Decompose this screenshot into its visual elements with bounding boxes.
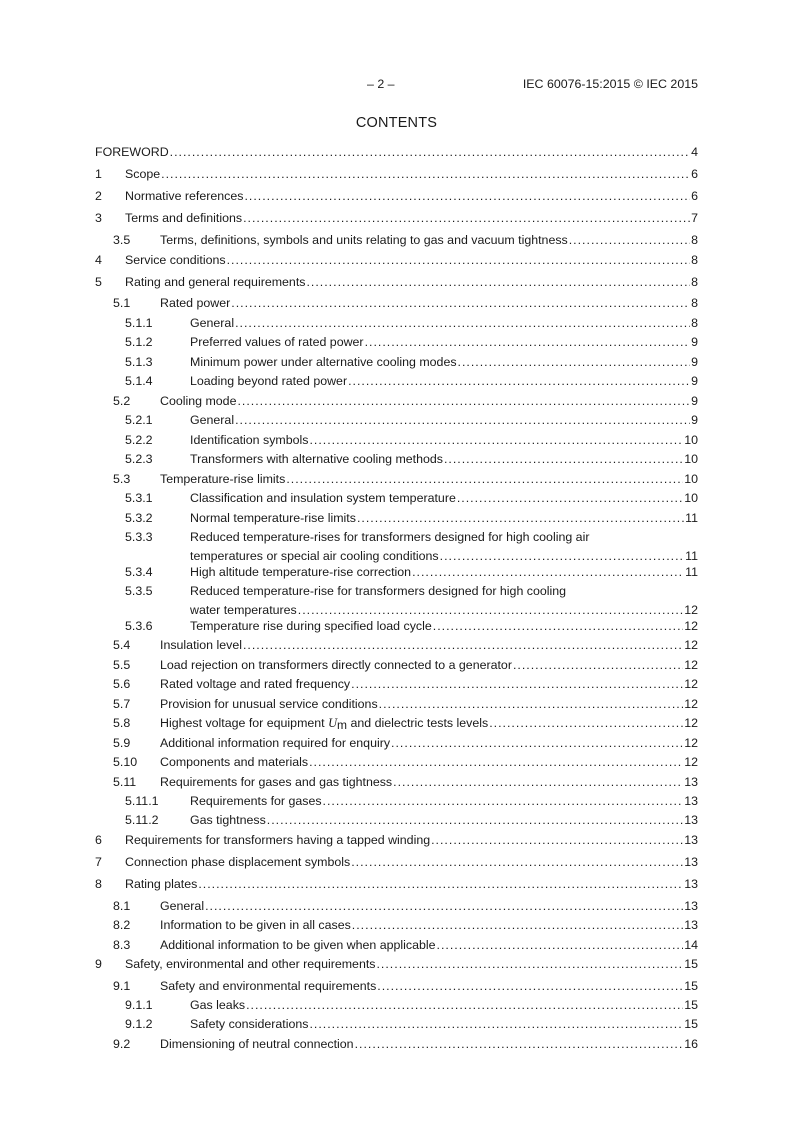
toc-leader-dots	[433, 617, 683, 636]
toc-entry[interactable]	[95, 431, 698, 450]
toc-entry-title: Safety and environmental requirements	[160, 979, 377, 993]
toc-entry-page: 9	[691, 355, 698, 369]
toc-entry-number: 5.3.4	[125, 565, 153, 579]
toc-entry[interactable]	[95, 714, 698, 735]
toc-entry-number: 4	[95, 253, 102, 267]
toc-entry-title: Rated power	[160, 296, 231, 310]
toc-entry-number: 5.3.5	[125, 584, 153, 598]
toc-leader-dots	[205, 897, 683, 916]
toc-leader-dots	[376, 955, 683, 974]
toc-entry[interactable]	[95, 411, 698, 430]
toc-entry-number: 5.2.2	[125, 433, 153, 447]
toc-leader-dots	[309, 753, 683, 772]
toc-leader-dots	[489, 714, 683, 733]
toc-entry-title: General	[190, 413, 235, 427]
toc-entry[interactable]	[95, 955, 698, 974]
toc-entry-number: 5.2.3	[125, 452, 153, 466]
toc-entry-title: Normal temperature-rise limits	[190, 511, 356, 525]
toc-entry[interactable]	[95, 617, 698, 636]
toc-entry-title: Dimensioning of neutral connection	[160, 1037, 354, 1051]
toc-entry-page: 9	[691, 335, 698, 349]
toc-entry[interactable]	[95, 165, 698, 184]
toc-entry[interactable]	[95, 314, 698, 333]
toc-entry-title: Cooling mode	[160, 394, 237, 408]
toc-leader-dots	[352, 916, 683, 935]
toc-entry-title: Transformers with alternative cooling methods	[190, 452, 443, 466]
toc-entry-title: Classification and insulation system temperature	[190, 491, 456, 505]
toc-leader-dots	[235, 314, 690, 333]
toc-entry-page: 10	[684, 452, 698, 466]
toc-entry[interactable]	[95, 470, 698, 489]
toc-entry-number: 2	[95, 189, 102, 203]
toc-entry[interactable]	[95, 294, 698, 313]
toc-entry-number: 5.2	[113, 394, 131, 408]
toc-entry-title: High altitude temperature-rise correction	[190, 565, 412, 579]
toc-leader-dots	[355, 1035, 684, 1054]
toc-entry[interactable]	[95, 853, 698, 872]
toc-entry-title: Terms and definitions	[125, 211, 243, 225]
toc-entry-page: 14	[684, 938, 698, 952]
toc-entry-number: 5.1.3	[125, 355, 153, 369]
toc-entry-title: Safety considerations	[190, 1017, 309, 1031]
toc-entry[interactable]	[95, 563, 698, 582]
toc-entry-page: 13	[684, 899, 698, 913]
toc-entry[interactable]	[95, 333, 698, 352]
toc-entry-title: Identification symbols	[190, 433, 309, 447]
toc-entry[interactable]	[95, 251, 698, 270]
toc-leader-dots	[237, 392, 690, 411]
toc-entry-page: 15	[684, 957, 698, 971]
toc-entry-title: Gas leaks	[190, 998, 246, 1012]
toc-leader-dots	[306, 273, 690, 292]
toc-entry-number: 9.1	[113, 979, 131, 993]
toc-entry-page: 7	[691, 211, 698, 225]
toc-entry-number: 9.1.1	[125, 998, 153, 1012]
toc-entry-number: 5.8	[113, 716, 131, 730]
toc-entry-title: Information to be given in all cases	[160, 918, 351, 932]
toc-entry[interactable]	[95, 353, 698, 372]
toc-entry-number: 9.1.2	[125, 1017, 153, 1031]
toc-entry-number: 3.5	[113, 233, 131, 247]
toc-leader-dots	[170, 143, 690, 162]
toc-entry-page: 11	[685, 565, 698, 579]
toc-entry-number: 5.2.1	[125, 413, 153, 427]
toc-entry-number: 5.5	[113, 658, 131, 672]
toc-entry-title: Rated voltage and rated frequency	[160, 677, 351, 691]
toc-entry-title-continued: water temperatures	[190, 603, 297, 617]
toc-entry-page: 10	[684, 433, 698, 447]
toc-entry-title: Safety, environmental and other requirements	[125, 957, 376, 971]
toc-entry[interactable]	[95, 528, 698, 566]
toc-entry[interactable]	[95, 734, 698, 753]
toc-entry-page: 13	[684, 833, 698, 847]
toc-entry-number: 6	[95, 833, 102, 847]
toc-leader-dots	[323, 792, 684, 811]
toc-entry-number: 8.3	[113, 938, 131, 952]
toc-leader-dots	[161, 165, 690, 184]
toc-leader-dots	[365, 333, 691, 352]
toc-entry-page: 6	[691, 167, 698, 181]
toc-leader-dots	[309, 1015, 683, 1034]
toc-entry-title: Additional information required for enquiry	[160, 736, 391, 750]
toc-entry-page: 13	[684, 813, 698, 827]
toc-entry[interactable]	[95, 489, 698, 508]
toc-entry-title: General	[190, 316, 235, 330]
toc-entry-title-part: and dielectric tests levels	[347, 716, 489, 730]
toc-entry[interactable]	[95, 1035, 698, 1054]
toc-entry-number: 5.3	[113, 472, 131, 486]
toc-entry[interactable]	[95, 773, 698, 792]
toc-entry-number: 5.3.6	[125, 619, 153, 633]
toc-entry[interactable]	[95, 695, 698, 714]
toc-entry-page: 13	[684, 918, 698, 932]
toc-entry-number: 8.2	[113, 918, 131, 932]
toc-entry[interactable]	[95, 977, 698, 996]
toc-entry-title: Components and materials	[160, 755, 309, 769]
toc-entry-page: 8	[691, 233, 698, 247]
toc-entry-number: 5.1.1	[125, 316, 153, 330]
toc-entry-page: 12	[684, 697, 698, 711]
toc-entry[interactable]	[95, 936, 698, 955]
toc-entry-page: 13	[684, 855, 698, 869]
symbol-letter: U	[328, 716, 338, 730]
toc-entry[interactable]	[95, 187, 698, 206]
symbol-um	[328, 716, 347, 730]
toc-leader-dots	[246, 996, 683, 1015]
toc-entry-number: 8	[95, 877, 102, 891]
toc-entry-page: 12	[684, 736, 698, 750]
page-header	[95, 77, 698, 93]
toc-entry-page: 12	[684, 603, 698, 617]
toc-entry-number: 5.7	[113, 697, 131, 711]
toc-entry-title: Minimum power under alternative cooling modes	[190, 355, 457, 369]
toc-entry-page: 15	[684, 1017, 698, 1031]
toc-leader-dots	[391, 734, 683, 753]
toc-entry-title: Connection phase displacement symbols	[125, 855, 351, 869]
toc-leader-dots	[309, 431, 683, 450]
toc-leader-dots	[458, 353, 691, 372]
toc-leader-dots	[513, 656, 683, 675]
toc-leader-dots	[377, 977, 683, 996]
toc-entry-page: 8	[691, 253, 698, 267]
toc-entry-title: Reduced temperature-rise for transformers designed for high cooling	[190, 584, 567, 598]
toc-leader-dots	[267, 811, 683, 830]
toc-entry[interactable]	[95, 209, 698, 228]
toc-entry-page: 15	[684, 998, 698, 1012]
toc-entry-title: Requirements for transformers having a tapped winding	[125, 833, 431, 847]
toc-entry[interactable]	[95, 636, 698, 655]
toc-entry-title-continued: temperatures or special air cooling conditions	[190, 549, 439, 563]
toc-entry-page: 12	[684, 638, 698, 652]
toc-entry-number: 5.1.4	[125, 374, 153, 388]
toc-entry[interactable]	[95, 143, 698, 162]
toc-entry-page: 10	[684, 472, 698, 486]
toc-entry-title: Rating and general requirements	[125, 275, 306, 289]
toc-entry-title: Temperature rise during specified load cycle	[190, 619, 432, 633]
toc-entry-page: 12	[684, 658, 698, 672]
toc-entry[interactable]	[95, 372, 698, 391]
toc-entry-number: 3	[95, 211, 102, 225]
toc-entry-number: 5.3.1	[125, 491, 153, 505]
toc-entry[interactable]	[95, 897, 698, 916]
toc-entry-page: 12	[684, 755, 698, 769]
toc-leader-dots	[569, 231, 690, 250]
toc-entry[interactable]	[95, 656, 698, 675]
toc-entry[interactable]	[95, 753, 698, 772]
toc-entry-page: 16	[684, 1037, 698, 1051]
toc-entry-page: 12	[684, 677, 698, 691]
toc-entry-title: Rating plates	[125, 877, 198, 891]
toc-entry-page: 10	[684, 491, 698, 505]
toc-entry[interactable]	[95, 792, 698, 811]
toc-entry-number: 1	[95, 167, 102, 181]
toc-entry-number: 5.11	[113, 775, 137, 789]
toc-leader-dots	[231, 294, 690, 313]
toc-entry-page: 9	[691, 413, 698, 427]
toc-entry-title: Loading beyond rated power	[190, 374, 348, 388]
toc-entry[interactable]	[95, 675, 698, 694]
toc-title: CONTENTS	[355, 115, 438, 131]
toc-entry[interactable]	[95, 1015, 698, 1034]
toc-entry-title-part: Highest voltage for equipment	[160, 716, 325, 730]
toc-leader-dots	[243, 209, 690, 228]
page-number: – 2 –	[367, 77, 395, 91]
toc-leader-dots	[235, 411, 690, 430]
toc-entry-title: Requirements for gases and gas tightness	[160, 775, 393, 789]
toc-leader-dots	[444, 450, 683, 469]
toc-entry-page: 13	[684, 877, 698, 891]
toc-entry-title: Additional information to be given when applicable	[160, 938, 436, 952]
toc-entry-page: 11	[685, 549, 698, 563]
toc-entry[interactable]	[95, 811, 698, 830]
toc-entry-number: 9	[95, 957, 102, 971]
toc-entry-page: 13	[684, 794, 698, 808]
toc-leader-dots	[351, 853, 683, 872]
toc-entry[interactable]	[95, 392, 698, 411]
toc-entry-title: Temperature-rise limits	[160, 472, 286, 486]
toc-leader-dots	[437, 936, 684, 955]
toc-leader-dots	[286, 470, 683, 489]
toc-entry-title: General	[160, 899, 205, 913]
toc-leader-dots	[243, 636, 683, 655]
toc-entry-number: 5.9	[113, 736, 131, 750]
toc-entry-page: 11	[685, 511, 698, 525]
toc-leader-dots	[379, 695, 684, 714]
toc-leader-dots	[431, 831, 683, 850]
toc-entry[interactable]	[95, 509, 698, 528]
toc-entry-title: Preferred values of rated power	[190, 335, 364, 349]
toc-leader-dots	[357, 509, 684, 528]
toc-entry-number: 5.6	[113, 677, 131, 691]
toc-entry-number: 5	[95, 275, 102, 289]
toc-entry-number: 5.10	[113, 755, 138, 769]
toc-entry-number: 5.3.3	[125, 530, 153, 544]
toc-leader-dots	[393, 773, 683, 792]
toc-entry[interactable]	[95, 916, 698, 935]
toc-leader-dots	[457, 489, 683, 508]
toc-entry-number: 5.1.2	[125, 335, 153, 349]
toc-entry-page: 9	[691, 374, 698, 388]
toc-leader-dots	[244, 187, 690, 206]
toc-entry-page: 12	[684, 619, 698, 633]
toc-entry-number: 5.1	[113, 296, 131, 310]
toc-entry[interactable]	[95, 273, 698, 292]
toc-entry-number: 9.2	[113, 1037, 131, 1051]
toc-leader-dots	[227, 251, 691, 270]
toc-entry-number: 8.1	[113, 899, 131, 913]
toc-entry-title: Insulation level	[160, 638, 242, 652]
document-reference: IEC 60076-15:2015 © IEC 2015	[522, 77, 698, 91]
toc-entry[interactable]	[95, 450, 698, 469]
toc-entry[interactable]	[95, 996, 698, 1015]
toc-leader-dots	[351, 675, 683, 694]
toc-entry[interactable]	[95, 582, 698, 620]
toc-entry-title: Terms, definitions, symbols and units relating to gas and vacuum tightness	[160, 233, 568, 247]
toc-entry-page: 9	[691, 394, 698, 408]
toc-entry-title: Gas tightness	[190, 813, 266, 827]
toc-entry-number: 5.11.1	[125, 794, 159, 808]
toc-entry-page: 15	[684, 979, 698, 993]
toc-entry-page: 4	[691, 145, 698, 159]
toc-entry-title: Normative references	[125, 189, 244, 203]
toc-entry-number: 5.4	[113, 638, 131, 652]
toc-entry-title: Load rejection on transformers directly connected to a generator	[160, 658, 512, 672]
toc-entry-title: Scope	[125, 167, 161, 181]
toc-entry-number: 7	[95, 855, 102, 869]
toc-entry-page: 13	[684, 775, 698, 789]
symbol-subscript: m	[337, 718, 348, 732]
toc-leader-dots	[198, 875, 683, 894]
toc-entry-title: Requirements for gases	[190, 794, 322, 808]
toc-entry-page: 8	[691, 275, 698, 289]
toc-entry-title: Reduced temperature-rises for transformers designed for high cooling air	[190, 530, 590, 544]
toc-entry[interactable]	[95, 831, 698, 850]
toc-entry-title: FOREWORD	[95, 145, 169, 159]
toc-entry-title: Provision for unusual service conditions	[160, 697, 378, 711]
toc-entry-title: Service conditions	[125, 253, 226, 267]
toc-entry-page: 8	[691, 316, 698, 330]
toc-leader-dots	[412, 563, 684, 582]
toc-entry-page: 6	[691, 189, 698, 203]
toc-entry[interactable]	[95, 231, 698, 250]
toc-entry-page: 8	[691, 296, 698, 310]
toc-entry-title	[160, 714, 488, 735]
toc-leader-dots	[348, 372, 690, 391]
toc-entry-number: 5.3.2	[125, 511, 153, 525]
toc-entry-page: 12	[684, 716, 698, 730]
toc-entry-number: 5.11.2	[125, 813, 159, 827]
toc-entry[interactable]	[95, 875, 698, 894]
